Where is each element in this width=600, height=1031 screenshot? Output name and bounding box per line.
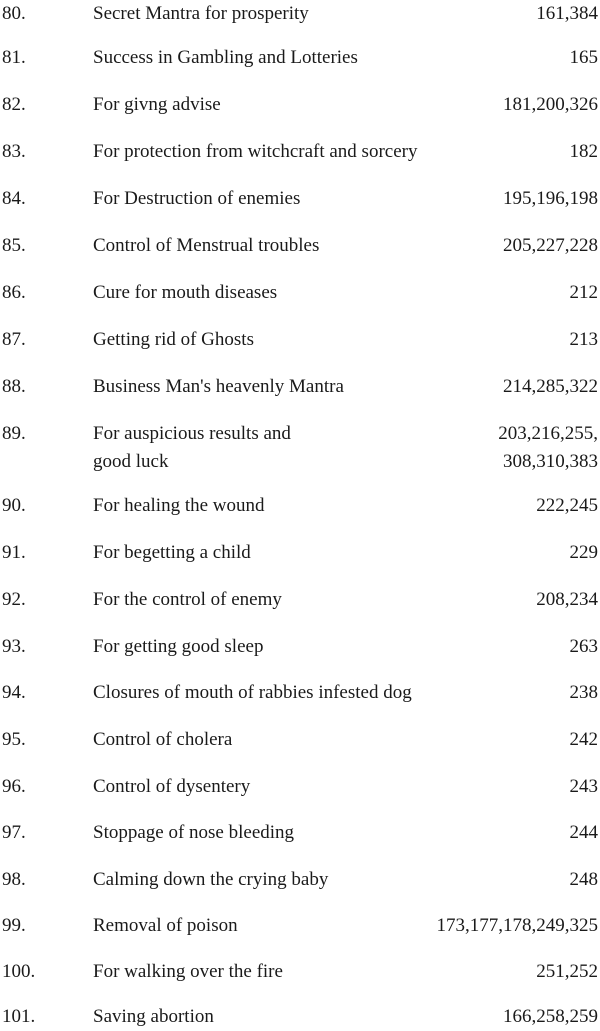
entry-number: 89. xyxy=(2,423,26,444)
entry-pages: 212 xyxy=(569,282,598,303)
entry-topic: Removal of poison xyxy=(93,915,238,936)
entry-number: 90. xyxy=(2,495,26,516)
entry-pages: 214,285,322 xyxy=(503,376,598,397)
entry-pages xyxy=(498,420,598,476)
entry-topic: Secret Mantra for prosperity xyxy=(93,3,309,24)
entry-number: 86. xyxy=(2,282,26,303)
entry-pages: 166,258,259 xyxy=(503,1006,598,1027)
entry-topic-line-2: good luck xyxy=(93,451,169,472)
entry-topic: Calming down the crying baby xyxy=(93,869,329,890)
entry-pages: 165 xyxy=(569,47,598,68)
entry-topic: Getting rid of Ghosts xyxy=(93,329,254,350)
entry-topic-line-1: For auspicious results and xyxy=(93,423,291,444)
entry-pages: 242 xyxy=(569,729,598,750)
entry-number: 84. xyxy=(2,188,26,209)
entry-number: 94. xyxy=(2,682,26,703)
entry-pages: 213 xyxy=(569,329,598,350)
entry-number: 85. xyxy=(2,235,26,256)
entry-topic: Cure for mouth diseases xyxy=(93,282,278,303)
entry-topic: For healing the wound xyxy=(93,495,265,516)
entry-topic: For begetting a child xyxy=(93,542,251,563)
entry-number: 98. xyxy=(2,869,26,890)
entry-pages: 182 xyxy=(569,141,598,162)
entry-pages: 181,200,326 xyxy=(503,94,598,115)
entry-pages: 222,245 xyxy=(536,495,598,516)
entry-topic: Closures of mouth of rabbies infested dog xyxy=(93,682,412,703)
entry-number: 88. xyxy=(2,376,26,397)
entry-number: 80. xyxy=(2,3,26,24)
entry-topic: Control of Menstrual troubles xyxy=(93,235,320,256)
entry-topic: Saving abortion xyxy=(93,1006,214,1027)
entry-number: 97. xyxy=(2,822,26,843)
entry-topic: Control of cholera xyxy=(93,729,233,750)
entry-topic: Stoppage of nose bleeding xyxy=(93,822,295,843)
entry-pages: 229 xyxy=(569,542,598,563)
entry-number: 81. xyxy=(2,47,26,68)
entry-pages: 205,227,228 xyxy=(503,235,598,256)
entry-number: 87. xyxy=(2,329,26,350)
entry-number: 99. xyxy=(2,915,26,936)
entry-pages: 244 xyxy=(569,822,598,843)
entry-number: 96. xyxy=(2,776,26,797)
entry-pages-line-1: 203,216,255, xyxy=(498,423,598,444)
entry-number: 92. xyxy=(2,589,26,610)
entry-number: 83. xyxy=(2,141,26,162)
entry-number: 101. xyxy=(2,1006,36,1027)
entry-topic: Business Man's heavenly Mantra xyxy=(93,376,344,397)
entry-topic: For the control of enemy xyxy=(93,589,282,610)
entry-number: 100. xyxy=(2,961,36,982)
entry-number: 82. xyxy=(2,94,26,115)
entry-topic: For getting good sleep xyxy=(93,636,264,657)
entry-number: 95. xyxy=(2,729,26,750)
entry-topic: Success in Gambling and Lotteries xyxy=(93,47,358,68)
entry-topic: For protection from witchcraft and sorcery xyxy=(93,141,418,162)
entry-pages: 195,196,198 xyxy=(503,188,598,209)
entry-topic: Control of dysentery xyxy=(93,776,251,797)
entry-number: 91. xyxy=(2,542,26,563)
entry-topic: For givng advise xyxy=(93,94,221,115)
entry-pages: 208,234 xyxy=(536,589,598,610)
entry-pages: 161,384 xyxy=(536,3,598,24)
entry-pages: 263 xyxy=(569,636,598,657)
entry-topic xyxy=(93,420,493,476)
entry-pages: 243 xyxy=(569,776,598,797)
entry-pages-line-2: 308,310,383 xyxy=(503,451,598,472)
entry-topic: For Destruction of enemies xyxy=(93,188,301,209)
entry-pages: 173,177,178,249,325 xyxy=(436,915,598,936)
entry-topic: For walking over the fire xyxy=(93,961,283,982)
entry-pages: 251,252 xyxy=(536,961,598,982)
entry-pages: 238 xyxy=(569,682,598,703)
entry-pages: 248 xyxy=(569,869,598,890)
entry-number: 93. xyxy=(2,636,26,657)
